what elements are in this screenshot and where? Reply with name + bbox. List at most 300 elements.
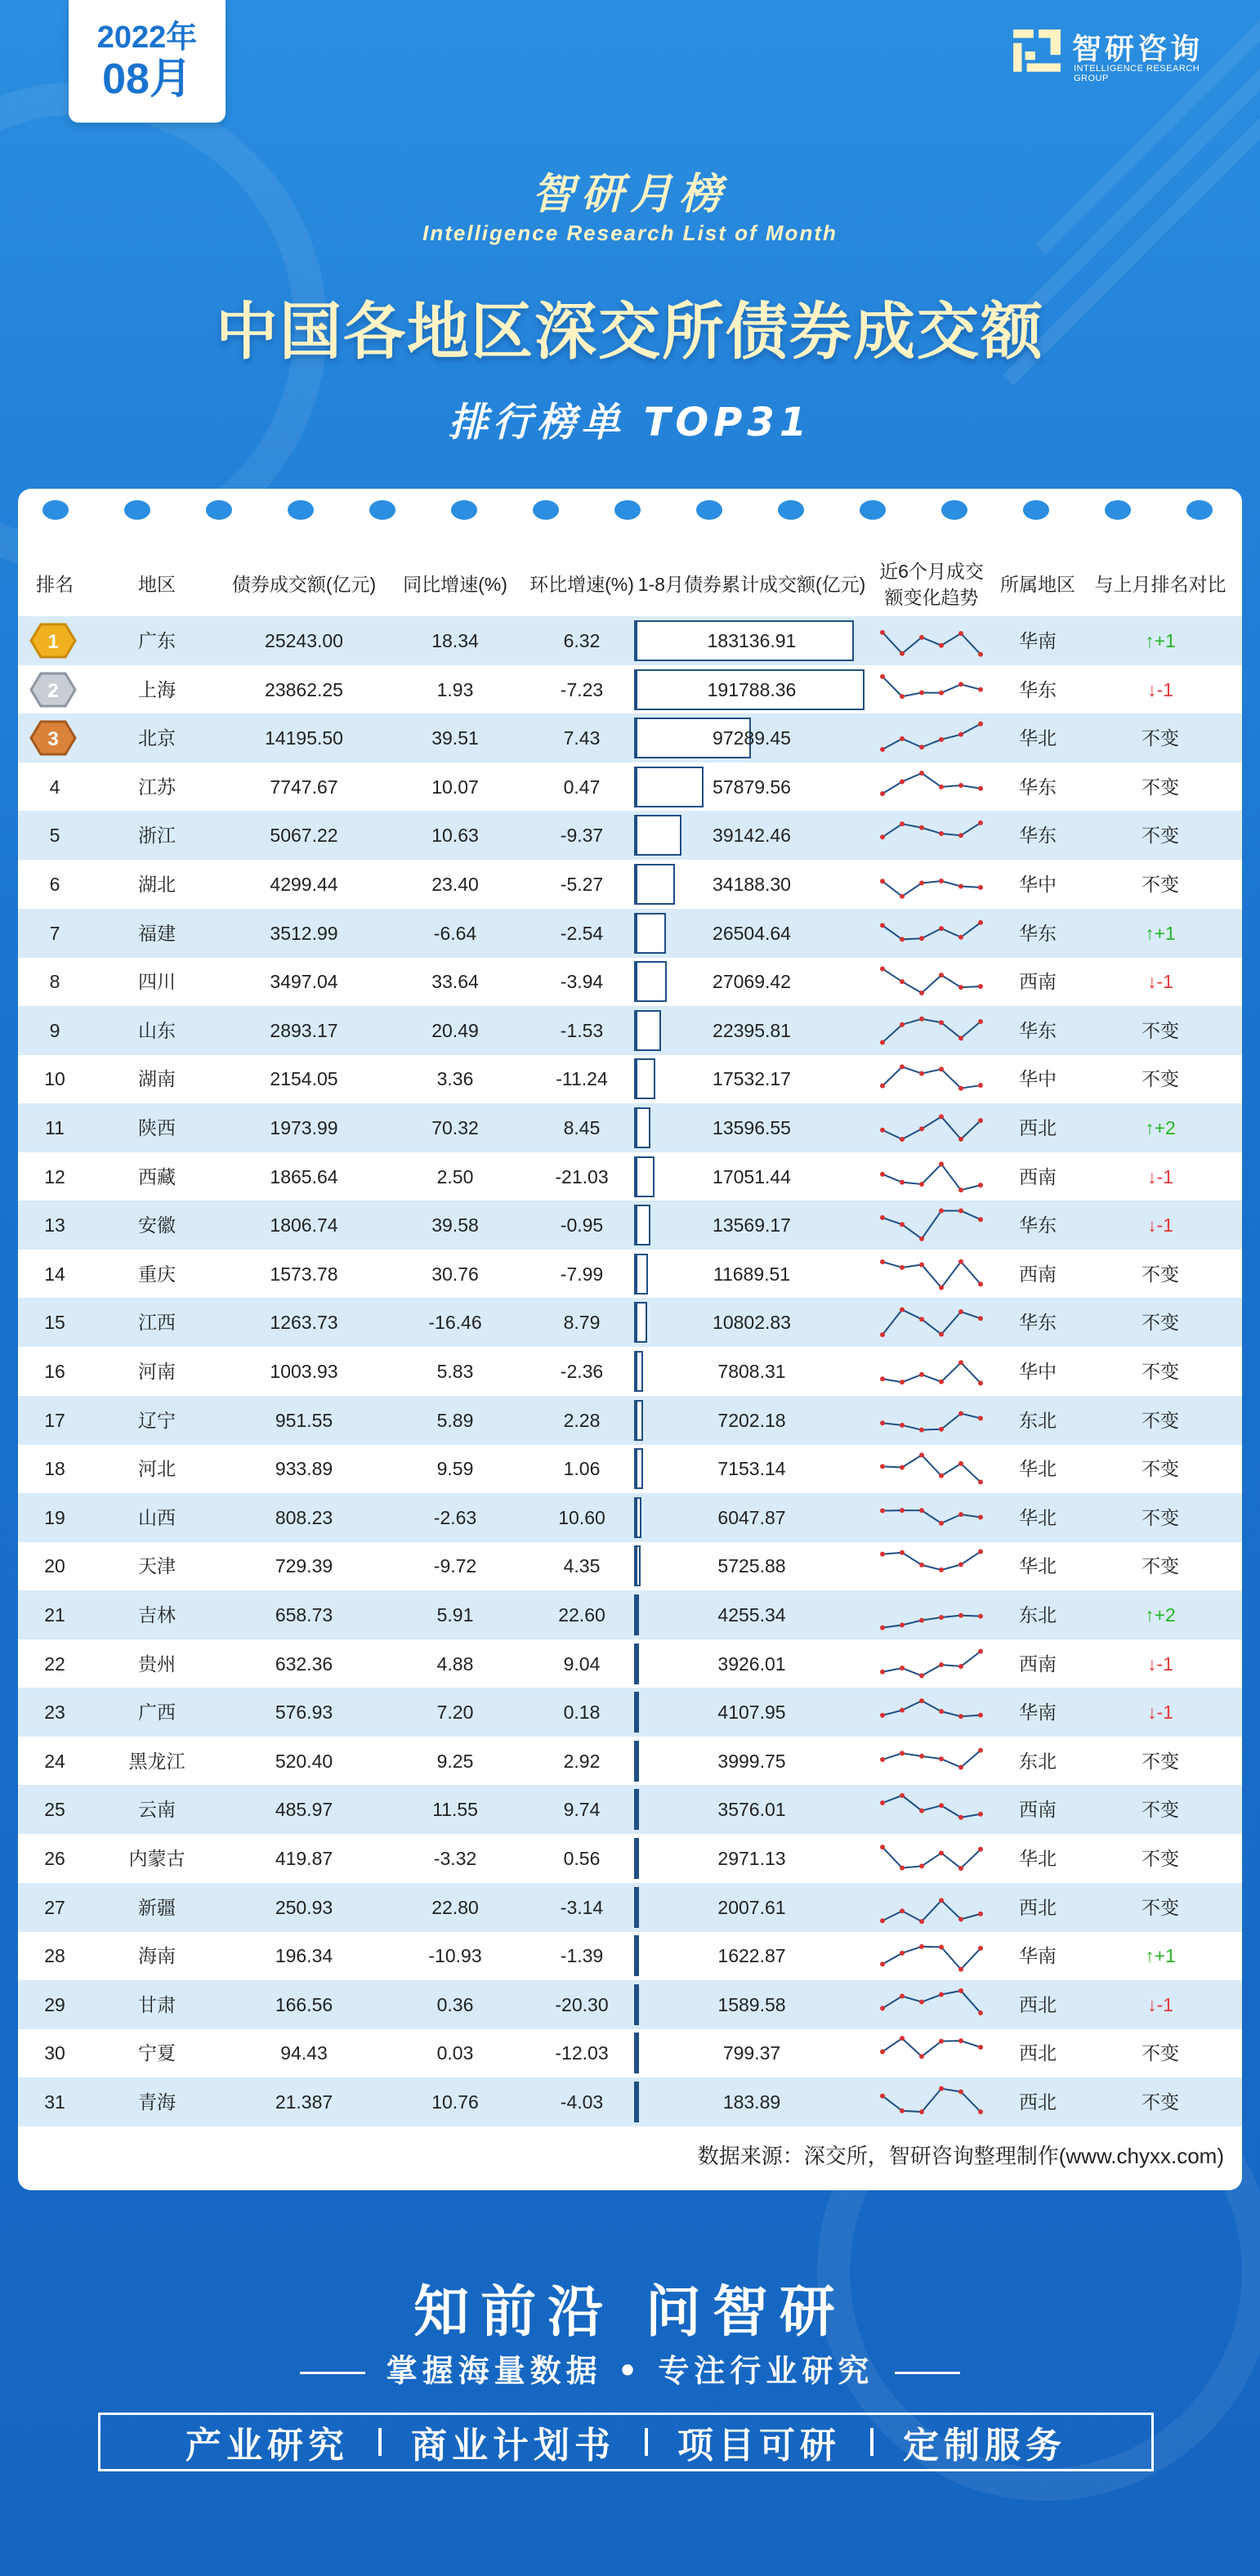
trend-point bbox=[978, 1614, 983, 1619]
rank-change: 不变 bbox=[1142, 2091, 1179, 2113]
rank-number: 14 bbox=[44, 1263, 65, 1285]
trend-point bbox=[900, 1422, 905, 1427]
table-row bbox=[18, 1493, 1242, 1542]
rank-label: 排行榜单 TOP31 bbox=[448, 400, 812, 445]
bond-amount: 1865.64 bbox=[270, 1165, 338, 1187]
cumulative-amount: 7153.14 bbox=[717, 1458, 786, 1480]
area-name: 华东 bbox=[1019, 825, 1057, 847]
trend-sparkline bbox=[874, 863, 989, 906]
trend-point bbox=[919, 1427, 924, 1432]
trend-point bbox=[978, 786, 983, 791]
bond-amount: 933.89 bbox=[275, 1458, 333, 1480]
trend-point bbox=[919, 1698, 924, 1703]
trend-line bbox=[882, 1651, 981, 1675]
trend-point bbox=[880, 1040, 885, 1044]
trend-point bbox=[958, 1411, 963, 1415]
header-cum: 1-8月债券累计成交额(亿元) bbox=[637, 574, 866, 595]
bond-amount: 520.40 bbox=[275, 1750, 333, 1772]
area-name: 华中 bbox=[1019, 1068, 1057, 1090]
trend-point bbox=[900, 1550, 905, 1555]
trend-sparkline bbox=[874, 1594, 989, 1636]
trend-point bbox=[919, 1453, 924, 1458]
table-row bbox=[18, 1347, 1242, 1396]
rank-medal-icon bbox=[29, 718, 77, 758]
table-row bbox=[18, 1201, 1242, 1250]
yoy-growth: 7.20 bbox=[436, 1702, 474, 1724]
area-name: 华南 bbox=[1019, 630, 1057, 651]
trend-line bbox=[882, 633, 981, 655]
trend-point bbox=[958, 1988, 963, 1993]
table-row bbox=[18, 1834, 1242, 1883]
area-name: 西南 bbox=[1019, 971, 1057, 993]
trend-point bbox=[978, 722, 983, 727]
trend-point bbox=[919, 1754, 924, 1759]
rank-change: 不变 bbox=[1142, 2042, 1179, 2064]
trend-sparkline bbox=[874, 1107, 989, 1149]
mom-growth: 4.35 bbox=[563, 1555, 601, 1577]
rank-number: 16 bbox=[44, 1361, 65, 1382]
trend-point bbox=[900, 1793, 905, 1798]
yoy-growth: 22.80 bbox=[431, 1896, 479, 1918]
trend-point bbox=[978, 2010, 983, 2015]
trend-point bbox=[939, 1474, 944, 1478]
trend-line bbox=[882, 1362, 981, 1383]
trend-point bbox=[978, 885, 983, 890]
trend-point bbox=[958, 1866, 963, 1871]
trend-point bbox=[880, 747, 885, 752]
cumulative-amount: 7808.31 bbox=[717, 1361, 786, 1382]
logo-name: 智研咨询 bbox=[1072, 33, 1204, 66]
region-name: 宁夏 bbox=[138, 2042, 176, 2064]
trend-point bbox=[900, 1137, 905, 1142]
trend-line bbox=[882, 1701, 981, 1716]
mom-growth: 10.60 bbox=[558, 1506, 605, 1528]
trend-point bbox=[978, 821, 983, 825]
rank-number: 15 bbox=[44, 1312, 65, 1334]
area-name: 华东 bbox=[1019, 922, 1057, 944]
trend-point bbox=[939, 1992, 944, 1997]
mom-growth: 9.74 bbox=[563, 1799, 601, 1821]
trend-point bbox=[978, 1514, 983, 1519]
trend-line bbox=[882, 724, 981, 749]
table-row bbox=[18, 1006, 1242, 1055]
trend-point bbox=[958, 1259, 963, 1264]
trend-point bbox=[939, 1850, 944, 1855]
bond-amount: 658.73 bbox=[275, 1604, 333, 1626]
trend-point bbox=[880, 1508, 885, 1513]
trend-line bbox=[882, 1456, 981, 1483]
yoy-growth: 11.55 bbox=[432, 1799, 478, 1821]
trend-line bbox=[882, 969, 981, 994]
panel-dot bbox=[288, 500, 314, 520]
trend-sparkline bbox=[874, 1643, 989, 1685]
region-name: 湖北 bbox=[138, 874, 176, 895]
trend-point bbox=[978, 984, 983, 989]
trend-point bbox=[958, 1309, 963, 1314]
header-region: 地区 bbox=[138, 574, 176, 595]
trend-point bbox=[939, 643, 944, 648]
trend-point bbox=[880, 2094, 885, 2099]
cumulative-amount: 11689.51 bbox=[713, 1263, 791, 1285]
trend-point bbox=[958, 732, 963, 737]
rank-change: ↓-1 bbox=[1147, 1214, 1173, 1237]
rank-change: 不变 bbox=[1142, 1019, 1179, 1041]
badge-month: 08月 bbox=[102, 56, 192, 103]
trend-point bbox=[900, 1065, 905, 1070]
table-row bbox=[18, 1541, 1242, 1590]
rank-change: 不变 bbox=[1142, 1361, 1179, 1382]
cumulative-amount: 27069.42 bbox=[713, 971, 791, 993]
trend-point bbox=[978, 1748, 983, 1753]
area-name: 西北 bbox=[1019, 2091, 1057, 2113]
rank-medal-icon bbox=[29, 621, 77, 660]
trend-sparkline bbox=[874, 1837, 989, 1880]
trend-point bbox=[900, 894, 905, 899]
trend-point bbox=[939, 1615, 944, 1620]
area-name: 华北 bbox=[1019, 1506, 1057, 1528]
mom-growth: -20.30 bbox=[555, 1993, 609, 2015]
area-name: 华北 bbox=[1019, 1458, 1057, 1480]
table-row bbox=[18, 713, 1242, 763]
trend-point bbox=[958, 1461, 963, 1466]
rank-change: 不变 bbox=[1142, 874, 1179, 895]
rank-number: 20 bbox=[44, 1555, 65, 1577]
trend-point bbox=[880, 1845, 885, 1849]
trend-point bbox=[880, 1465, 885, 1469]
area-name: 西南 bbox=[1019, 1165, 1057, 1187]
trend-point bbox=[958, 1512, 963, 1517]
trend-point bbox=[900, 736, 905, 741]
table-row bbox=[18, 1444, 1242, 1493]
area-name: 东北 bbox=[1019, 1409, 1057, 1431]
yoy-growth: 4.88 bbox=[436, 1652, 474, 1675]
rank-change: 不变 bbox=[1142, 1312, 1179, 1334]
trend-point bbox=[939, 2086, 944, 2091]
trend-line bbox=[882, 923, 981, 940]
area-name: 西北 bbox=[1019, 1993, 1057, 2015]
trend-point bbox=[919, 1182, 924, 1187]
region-name: 安徽 bbox=[138, 1214, 176, 1237]
panel-dot bbox=[533, 500, 559, 520]
trend-point bbox=[880, 1713, 885, 1718]
region-name: 天津 bbox=[138, 1555, 176, 1577]
mom-growth: 2.92 bbox=[563, 1750, 601, 1772]
brand-logo bbox=[1012, 25, 1224, 82]
mom-growth: 8.79 bbox=[563, 1312, 601, 1334]
trend-sparkline bbox=[874, 1691, 989, 1733]
rank-change: ↑+1 bbox=[1145, 630, 1176, 651]
trend-point bbox=[978, 1480, 983, 1485]
rank-number: 9 bbox=[49, 1019, 60, 1041]
trend-line bbox=[882, 1019, 981, 1043]
bond-amount: 3512.99 bbox=[270, 922, 338, 944]
trend-point bbox=[978, 1946, 983, 1951]
trend-point bbox=[919, 1809, 924, 1813]
trend-point bbox=[900, 779, 905, 784]
rank-number: 22 bbox=[44, 1652, 65, 1675]
cumulative-amount: 4107.95 bbox=[717, 1702, 786, 1724]
cumulative-amount: 799.37 bbox=[722, 2042, 781, 2064]
trend-point bbox=[919, 1508, 924, 1513]
area-name: 华南 bbox=[1019, 1702, 1057, 1724]
trend-point bbox=[958, 1187, 963, 1192]
trend-point bbox=[939, 879, 944, 883]
trend-point bbox=[978, 1281, 983, 1286]
trend-point bbox=[919, 936, 924, 941]
table-row bbox=[18, 1737, 1242, 1786]
trend-sparkline bbox=[874, 1496, 989, 1539]
trend-point bbox=[900, 1993, 905, 1998]
yoy-growth: -2.63 bbox=[433, 1506, 477, 1528]
rank-change: ↓-1 bbox=[1147, 1165, 1173, 1187]
trend-point bbox=[880, 879, 885, 883]
region-name: 四川 bbox=[138, 971, 176, 993]
panel-dot bbox=[369, 500, 395, 520]
trend-point bbox=[939, 1067, 944, 1072]
rank-change: ↓-1 bbox=[1147, 678, 1173, 700]
trend-point bbox=[978, 652, 983, 657]
brand-title: 智研月榜 bbox=[531, 170, 728, 219]
cumulative-amount: 3576.01 bbox=[717, 1799, 786, 1821]
trend-point bbox=[900, 1179, 905, 1184]
table-row bbox=[18, 2077, 1242, 2127]
area-name: 西南 bbox=[1019, 1263, 1057, 1285]
trend-line bbox=[882, 1947, 981, 1970]
trend-point bbox=[978, 1713, 983, 1718]
region-name: 青海 bbox=[138, 2091, 176, 2113]
trend-point bbox=[880, 630, 885, 635]
region-name: 江苏 bbox=[138, 776, 176, 798]
trend-point bbox=[919, 1563, 924, 1568]
yoy-growth: -16.46 bbox=[428, 1312, 482, 1334]
mom-growth: -3.14 bbox=[560, 1896, 604, 1918]
panel-dot bbox=[614, 500, 641, 520]
trend-point bbox=[880, 1376, 885, 1381]
trend-point bbox=[919, 2109, 924, 2114]
rank-number: 28 bbox=[44, 1945, 65, 1967]
yoy-growth: 1.93 bbox=[436, 678, 474, 700]
mom-growth: -2.54 bbox=[560, 922, 604, 944]
rank-change: 不变 bbox=[1142, 727, 1179, 749]
trend-point bbox=[958, 834, 963, 839]
panel-dot bbox=[1186, 500, 1213, 520]
cumulative-amount: 1622.87 bbox=[717, 1945, 786, 1967]
trend-point bbox=[958, 1764, 963, 1769]
rank-change: 不变 bbox=[1142, 1068, 1179, 1090]
cumulative-amount: 13569.17 bbox=[713, 1214, 791, 1237]
rank-change: 不变 bbox=[1142, 1799, 1179, 1821]
trend-line bbox=[882, 1552, 981, 1570]
trend-sparkline bbox=[874, 1058, 989, 1100]
trend-point bbox=[919, 1237, 924, 1241]
mom-growth: -1.53 bbox=[560, 1019, 604, 1041]
trend-point bbox=[978, 1317, 983, 1322]
trend-point bbox=[900, 2037, 905, 2042]
logo-mark-icon bbox=[1012, 26, 1062, 77]
trend-point bbox=[958, 1613, 963, 1618]
mom-growth: 8.45 bbox=[563, 1117, 601, 1138]
trend-point bbox=[919, 2055, 924, 2059]
footer-tagline: 掌握海量数据 • 专注行业研究 bbox=[386, 2353, 874, 2389]
rank-number: 12 bbox=[44, 1165, 65, 1187]
yoy-growth: 5.83 bbox=[436, 1361, 474, 1382]
service-separator bbox=[645, 2428, 648, 2456]
table-row bbox=[18, 616, 1242, 665]
divider-line bbox=[895, 2372, 960, 2374]
trend-point bbox=[958, 884, 963, 889]
cumulative-amount: 39142.46 bbox=[713, 825, 791, 847]
rank-number: 2 bbox=[47, 679, 59, 702]
mom-growth: 0.56 bbox=[563, 1848, 601, 1869]
trend-point bbox=[900, 1308, 905, 1313]
trend-line bbox=[882, 1164, 981, 1190]
rank-change: 不变 bbox=[1142, 776, 1179, 798]
mom-growth: -0.95 bbox=[560, 1214, 604, 1237]
region-name: 河北 bbox=[138, 1458, 176, 1480]
region-name: 贵州 bbox=[138, 1652, 176, 1675]
trend-point bbox=[958, 631, 963, 636]
header-yoy: 同比增速(%) bbox=[403, 574, 507, 595]
cumulative-amount: 7202.18 bbox=[717, 1409, 786, 1431]
yoy-growth: 10.63 bbox=[431, 825, 479, 847]
mom-growth: 2.28 bbox=[563, 1409, 601, 1431]
mom-growth: 0.18 bbox=[563, 1702, 601, 1724]
trend-point bbox=[919, 771, 924, 776]
trend-point bbox=[919, 1126, 924, 1131]
table-row bbox=[18, 860, 1242, 909]
cumulative-amount: 6047.87 bbox=[717, 1506, 786, 1528]
services-box bbox=[98, 2413, 1154, 2471]
rank-change: 不变 bbox=[1142, 1848, 1179, 1869]
table-row bbox=[18, 1590, 1242, 1639]
area-name: 华南 bbox=[1019, 1945, 1057, 1967]
trend-point bbox=[880, 674, 885, 679]
trend-point bbox=[900, 937, 905, 941]
rank-number: 5 bbox=[49, 825, 60, 847]
trend-point bbox=[939, 1568, 944, 1572]
table-row bbox=[18, 957, 1242, 1006]
trend-line bbox=[882, 1991, 981, 2013]
trend-sparkline bbox=[874, 619, 989, 662]
cumulative-amount: 26504.64 bbox=[713, 922, 791, 944]
trend-sparkline bbox=[874, 960, 989, 1003]
rank-number: 18 bbox=[44, 1458, 65, 1480]
table-row bbox=[18, 1639, 1242, 1688]
yoy-growth: 0.03 bbox=[436, 2042, 474, 2064]
trend-point bbox=[958, 985, 963, 990]
table-row bbox=[18, 2028, 1242, 2077]
region-name: 西藏 bbox=[138, 1165, 176, 1187]
bond-amount: 4299.44 bbox=[270, 874, 338, 895]
trend-point bbox=[978, 2045, 983, 2050]
region-name: 海南 bbox=[138, 1945, 176, 1967]
mom-growth: -5.27 bbox=[560, 874, 604, 895]
trend-sparkline bbox=[874, 1253, 989, 1295]
cumulative-amount: 1589.58 bbox=[717, 1993, 786, 2015]
rank-number: 10 bbox=[44, 1068, 65, 1090]
header-change: 与上月排名对比 bbox=[1094, 574, 1226, 595]
panel-dot bbox=[778, 500, 804, 520]
cumulative-amount: 183136.91 bbox=[707, 630, 797, 651]
trend-line bbox=[882, 1211, 981, 1239]
trend-point bbox=[958, 1967, 963, 1972]
rank-change: ↑+2 bbox=[1145, 1117, 1176, 1138]
bond-amount: 250.93 bbox=[275, 1896, 333, 1918]
header-area: 所属地区 bbox=[1000, 574, 1075, 595]
trend-point bbox=[880, 2050, 885, 2055]
rank-medal-icon bbox=[29, 670, 77, 709]
trend-point bbox=[900, 1265, 905, 1270]
rank-change: ↑+1 bbox=[1145, 922, 1176, 944]
mom-growth: 0.47 bbox=[563, 776, 601, 798]
yoy-growth: 3.36 bbox=[436, 1068, 474, 1090]
trend-point bbox=[900, 1380, 905, 1384]
trend-point bbox=[900, 979, 905, 984]
rank-number: 29 bbox=[44, 1993, 65, 2015]
trend-sparkline bbox=[874, 1983, 989, 2026]
trend-point bbox=[939, 1332, 944, 1337]
trend-point bbox=[939, 690, 944, 695]
header-amount: 债券成交额(亿元) bbox=[231, 574, 377, 595]
region-name: 北京 bbox=[138, 727, 176, 749]
trend-point bbox=[880, 1800, 885, 1805]
trend-sparkline bbox=[874, 1545, 989, 1587]
trend-point bbox=[900, 1666, 905, 1670]
cumulative-amount: 10802.83 bbox=[713, 1312, 791, 1334]
trend-sparkline bbox=[874, 2032, 989, 2074]
rank-number: 11 bbox=[45, 1117, 65, 1138]
bond-amount: 196.34 bbox=[275, 1945, 333, 1967]
yoy-growth: -6.64 bbox=[433, 922, 477, 944]
cumulative-amount: 13596.55 bbox=[713, 1117, 791, 1138]
bond-amount: 576.93 bbox=[275, 1702, 333, 1724]
region-name: 云南 bbox=[138, 1799, 176, 1821]
region-name: 陕西 bbox=[138, 1117, 176, 1138]
yoy-growth: 9.59 bbox=[436, 1458, 474, 1480]
rank-number: 23 bbox=[44, 1702, 65, 1724]
logo-subtitle: INTELLIGENCE RESEARCH GROUP bbox=[1074, 64, 1200, 83]
trend-point bbox=[900, 1022, 905, 1027]
badge-year: 2022年 bbox=[96, 20, 198, 55]
region-name: 河南 bbox=[138, 1361, 176, 1382]
region-name: 浙江 bbox=[138, 825, 176, 847]
trend-sparkline bbox=[874, 717, 989, 759]
trend-line bbox=[882, 1847, 981, 1868]
trend-line bbox=[882, 1116, 981, 1139]
trend-sparkline bbox=[874, 1204, 989, 1246]
trend-point bbox=[939, 785, 944, 789]
trend-point bbox=[958, 783, 963, 788]
trend-point bbox=[939, 1898, 944, 1903]
trend-sparkline bbox=[874, 2081, 989, 2123]
rank-change: 不变 bbox=[1142, 1506, 1179, 1528]
yoy-growth: -9.72 bbox=[433, 1555, 477, 1577]
trend-point bbox=[880, 1757, 885, 1762]
service-item: 商业计划书 bbox=[411, 2425, 615, 2466]
mom-growth: -2.36 bbox=[560, 1361, 604, 1382]
trend-point bbox=[880, 1259, 885, 1264]
trend-point bbox=[939, 1426, 944, 1431]
trend-line bbox=[882, 1510, 981, 1523]
trend-point bbox=[958, 934, 963, 939]
trend-point bbox=[978, 1550, 983, 1554]
trend-sparkline bbox=[874, 1886, 989, 1929]
trend-point bbox=[919, 1944, 924, 1949]
table-row bbox=[18, 665, 1242, 714]
panel-dot bbox=[696, 500, 722, 520]
divider-line bbox=[300, 2372, 365, 2374]
rank-number: 3 bbox=[47, 728, 59, 751]
